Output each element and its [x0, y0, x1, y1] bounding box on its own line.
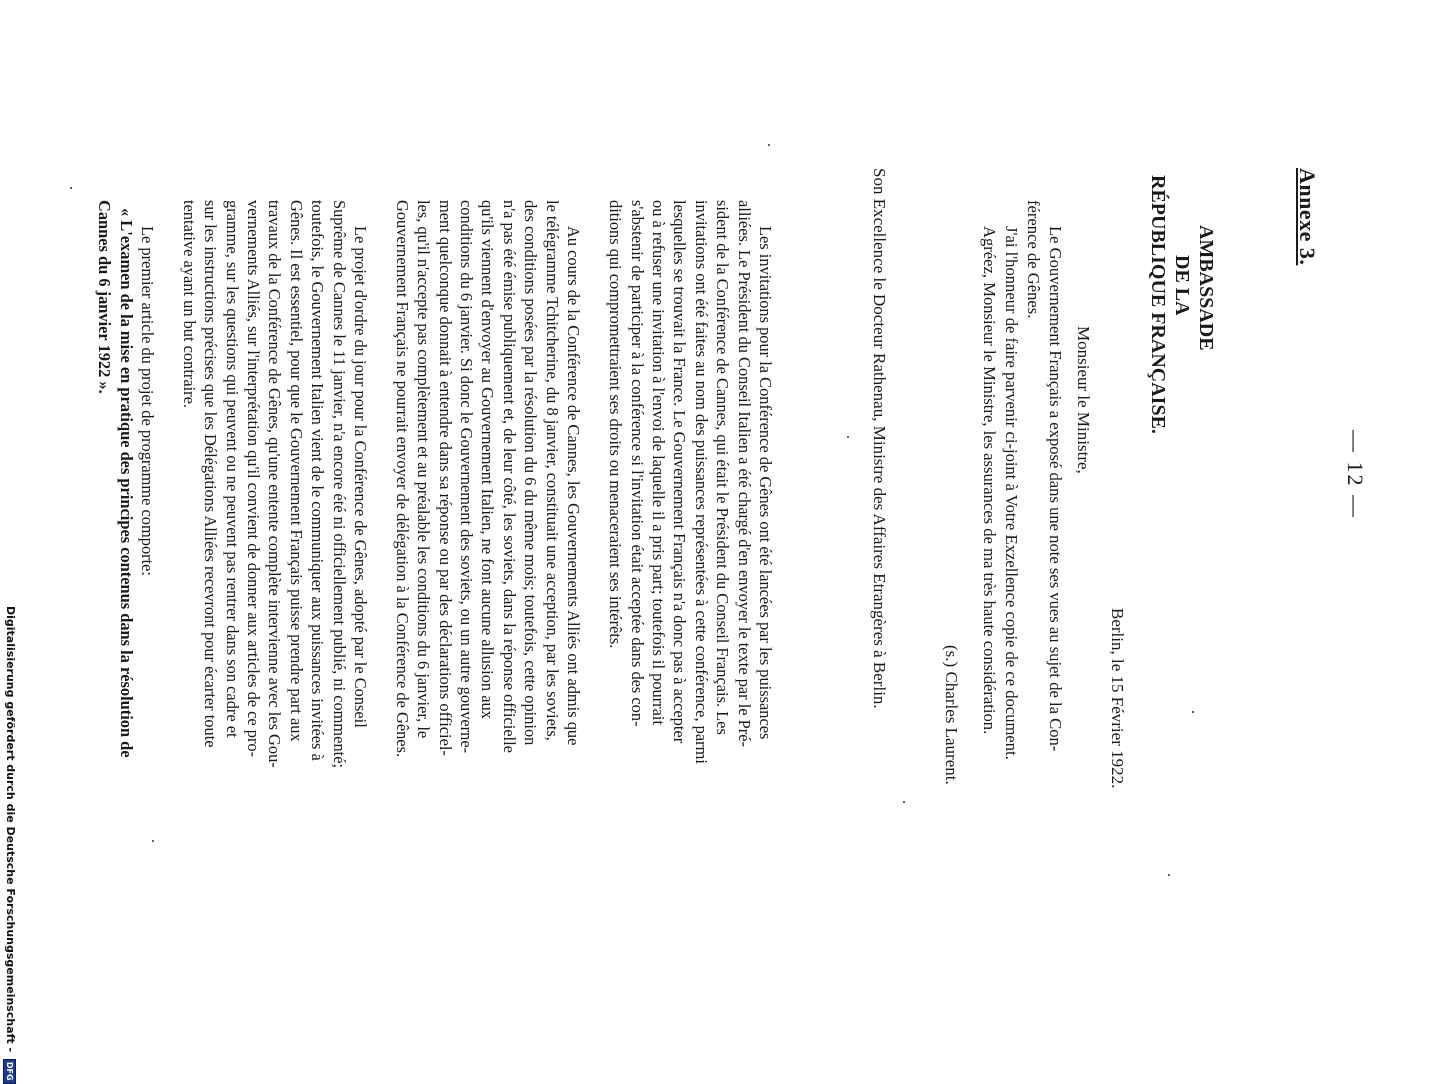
letter-body [978, 200, 1066, 760]
note-paragraph-1 [605, 200, 776, 764]
note-p2-line: qu'ils viennent d'envoyer au Gouvernement Italien, ne font aucune allusion aux [478, 200, 498, 719]
embassy-line-2: DE LA [1171, 255, 1193, 316]
scan-speck [1168, 874, 1170, 876]
annexe-heading: Annexe 3. [1295, 168, 1320, 266]
note-paragraph-2 [391, 200, 584, 757]
note-p2-line: Gouvernement Français ne pourrait envoyer de délégation à la Conférence de Gênes. [392, 200, 412, 758]
note-p3-line: tentative ayant un but contraire. [179, 200, 199, 408]
scan-speck [152, 840, 154, 842]
note-paragraph-3 [178, 200, 371, 768]
note-p1-line: sident de la Conférence de Cannes, qui était le Président du Conseil Français. Les [713, 200, 733, 735]
note-p3-line: gramme, sur les questions qui peuvent ou ne peuvent pas rentrer dans son cadre et [222, 200, 242, 738]
note-p2-line: les, qu'il n'accepte pas complètement et au préalable les conditions du 6 janvier, le [414, 200, 434, 739]
note-paragraph-4 [94, 200, 158, 758]
note-p4-line: Le premier article du projet de programme comporte: [138, 226, 157, 576]
note-p3-line: toutefois, le Gouvernement Italien vient de le communiquer aux puissances invitées à [308, 200, 328, 761]
note-p2-line: conditions du 6 janvier. Si donc le Gouvernement des soviets, ou un autre gouverne- [456, 200, 476, 754]
note-p1-line: s'abstenir de participer à la conférence si l'invitation était acceptée dans des con- [627, 200, 647, 727]
salutation: Monsieur le Ministre, [1074, 326, 1093, 474]
scan-speck [1192, 711, 1194, 713]
dfg-logo: DFG [4, 1059, 17, 1084]
scan-speck [847, 436, 849, 438]
note-p1-line: alliées. Le Président du Conseil Italien a été chargé d'en envoyer le texte par le Pré- [734, 200, 754, 747]
note-p2-line: Au cours de la Conférence de Cannes, les Gouvernements Alliés ont admis que [564, 226, 583, 746]
note-p2-line: le télégramme Tchitcherine, du 8 janvier, constituait une acception, par les soviets, [542, 200, 562, 741]
signature: (s.) Charles Laurent. [942, 645, 961, 785]
letter-p3: Agréez, Monsieur le Ministre, les assurances de ma très haute considération. [980, 226, 999, 735]
note-p3-line: Le projet d'ordre du jour pour la Conférence de Gênes, adopté par le Conseil [351, 226, 370, 728]
note-p3-line: Suprême de Cannes le 11 janvier, n'a encore été ni officiellement publié, ni commenté; [329, 200, 349, 769]
note-p1-line: invitations ont été faites au nom des puissances représentées à cette conférence, parmi [691, 200, 711, 764]
place-date: Berlin, le 15 Février 1922. [1108, 608, 1127, 789]
note-p1-line: Les invitations pour la Conférence de Gênes ont été lancées par les puissances [756, 226, 775, 740]
scan-speck [903, 801, 905, 803]
note-p4-quote-line: « L'examen de la mise en pratique des principes contenus dans la résolution de [116, 208, 136, 758]
note-p4-quote-line: Cannes du 6 janvier 1922 ». [95, 200, 115, 394]
letter-p2: J'ai l'honneur de faire parvenir ci-joint à Votre Exzellence copie de ce document. [1002, 226, 1021, 760]
addressee: Son Excellence le Docteur Rathenau, Ministre des Affaires Etrangères à Berlin. [870, 168, 889, 709]
scan-speck [768, 144, 770, 146]
note-p3-line: Gênes. Il est essentiel, pour que le Gouvernement Français puisse prendre part aux [286, 200, 306, 742]
note-p2-line: des conditions posées par la résolution du 6 du même mois; toutefois, cette opinion [521, 200, 541, 746]
note-p2-line: ment quelconque donnait à entendre dans sa réponse ou par des déclarations officiel- [435, 200, 455, 756]
note-p1-line: lesquelles se trouvait la France. Le Gouvernement Français n'a donc pas à accepter [670, 200, 690, 744]
note-p3-line: travaux de la Conférence de Gênes, qu'une entente complète intervienne avec les Gou- [265, 200, 285, 768]
digitization-funding-note: Digitalisierung gefördert durch die Deutsche Forschungsgemeinschaft - DFG [4, 606, 18, 1084]
page-number: — 12 — [1343, 430, 1368, 519]
embassy-line-1: AMBASSADE [1195, 225, 1217, 351]
scan-speck [70, 187, 72, 189]
embassy-line-3: RÉPUBLIQUE FRANÇAISE. [1147, 175, 1169, 434]
note-p3-line: sur les instructions précises que les Délégations Alliées recevront pour écarter toute [201, 200, 221, 748]
letter-p1-line-2: férence de Gênes. [1024, 200, 1043, 319]
note-p2-line: n'a pas été émise publiquement et, de leur côté, les soviets, dans la réponse officielle [499, 200, 519, 753]
embassy-heading [1146, 175, 1218, 434]
note-p1-line: ou à refuser une invitation à l'envoi de laquelle il a pris part; toutefois il pourrait [648, 200, 668, 726]
letter-p1-line-1: Le Gouvernement Français a exposé dans une note ses vues au sujet de la Con- [1046, 226, 1065, 752]
note-p3-line: vernements Alliés, sur l'interprétation qu'il convient de donner aux articles de ce pro- [243, 200, 263, 758]
note-p1-line: ditions qui compromettraient ses droits ou menaceraient ses intérêts. [606, 200, 626, 649]
